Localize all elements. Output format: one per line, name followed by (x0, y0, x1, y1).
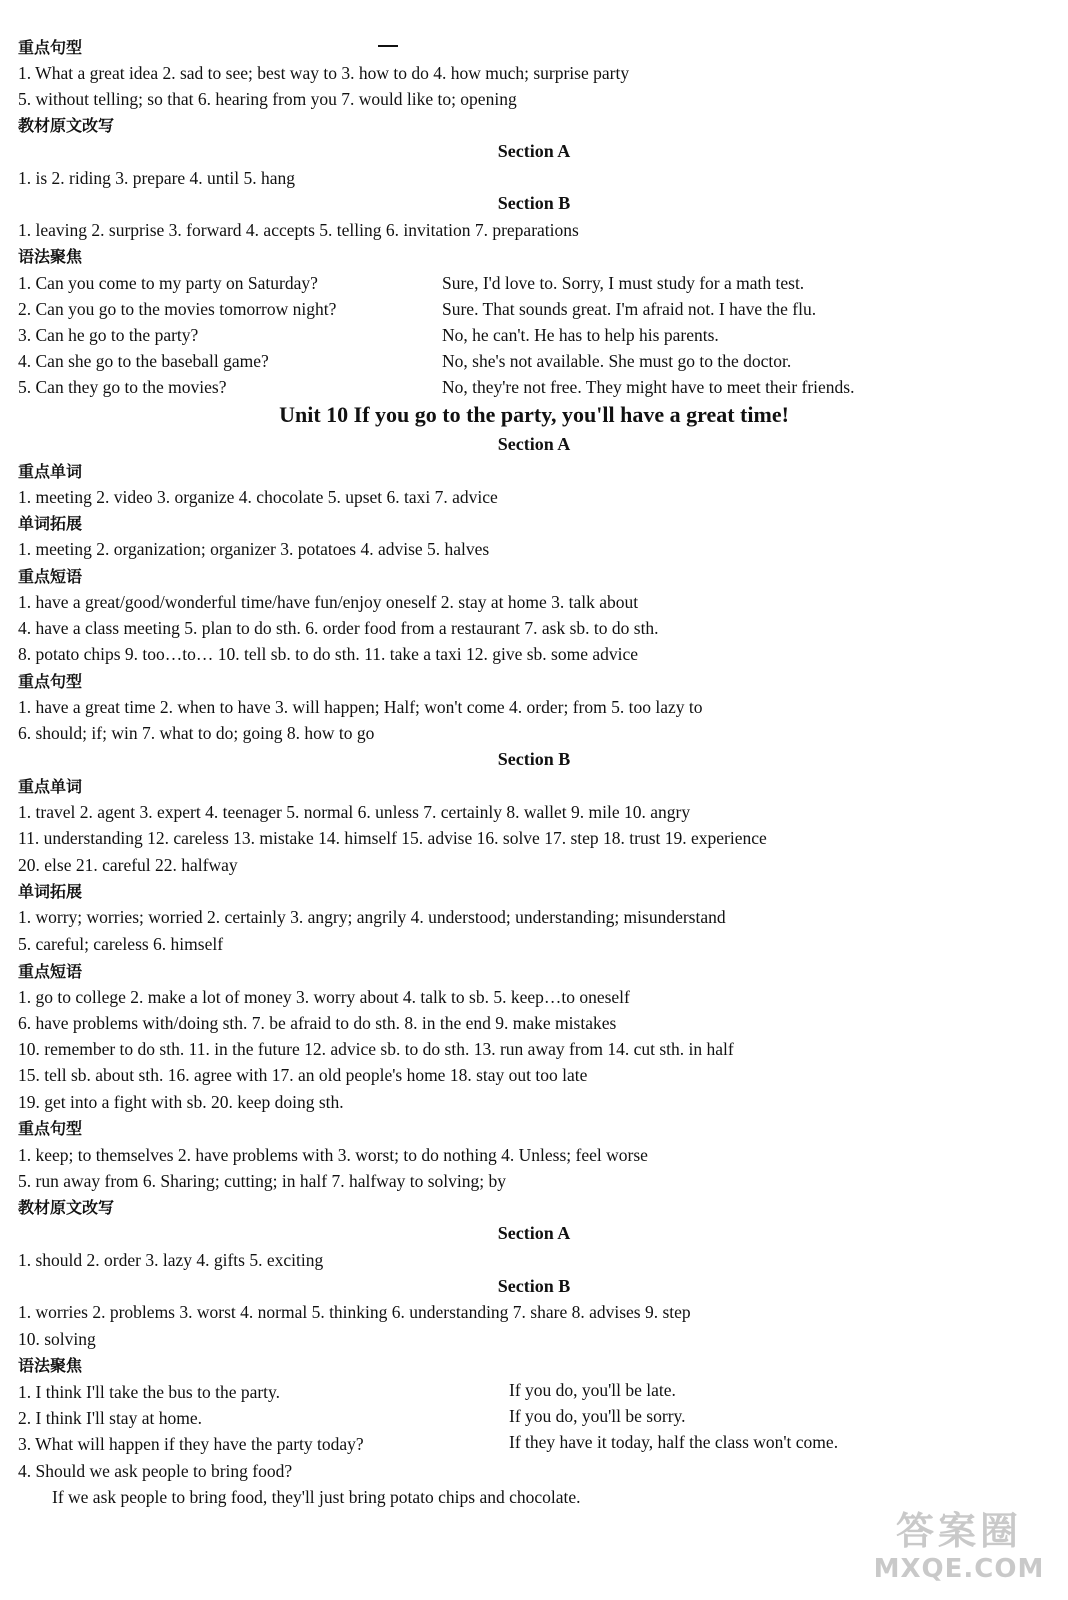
unit-title: Unit 10 If you go to the party, you'll have a great time! (279, 402, 789, 427)
section-a-label: Section A (497, 141, 571, 161)
grammar-question: 4. Can she go to the baseball game? (18, 351, 269, 371)
answer-line: 1. What a great idea 2. sad to see; best way to 3. how to do 4. how much; surprise party (18, 63, 630, 83)
grammar-question: 2. I think I'll stay at home. (18, 1408, 202, 1428)
heading-key-phrases: 重点短语 (18, 962, 83, 981)
heading-text-rewrite: 教材原文改写 (18, 116, 115, 135)
watermark-url: MXQE.COM (873, 1554, 1045, 1584)
grammar-question: 3. Can he go to the party? (18, 325, 199, 345)
heading-key-sentences: 重点句型 (18, 1119, 83, 1138)
grammar-answer: No, she's not available. She must go to the doctor. (442, 351, 792, 371)
answer-line: 1. is 2. riding 3. prepare 4. until 5. hang (18, 168, 296, 188)
answer-line: 8. potato chips 9. too…to… 10. tell sb. to do sth. 11. take a taxi 12. give sb. some advice (18, 644, 639, 664)
answer-line: 1. worries 2. problems 3. worst 4. normal 5. thinking 6. understanding 7. share 8. advises 9. step (18, 1302, 691, 1322)
answer-line: 10. remember to do sth. 11. in the future 12. advice sb. to do sth. 13. run away from 14. cut sth. in half (18, 1039, 734, 1059)
heading-key-words: 重点单词 (18, 777, 83, 796)
heading-key-phrases: 重点短语 (18, 567, 83, 586)
heading-grammar-focus: 语法聚焦 (18, 247, 83, 266)
grammar-answer: Sure, I'd love to. Sorry, I must study for a math test. (442, 273, 805, 293)
section-a-label: Section A (497, 434, 571, 454)
answer-line: 1. meeting 2. organization; organizer 3. potatoes 4. advise 5. halves (18, 539, 490, 559)
answer-line: 1. go to college 2. make a lot of money 3. worry about 4. talk to sb. 5. keep…to oneself (18, 987, 630, 1007)
section-a-label: Section A (497, 1223, 571, 1243)
answer-line: 1. have a great time 2. when to have 3. will happen; Half; won't come 4. order; from 5. too lazy to (18, 697, 703, 717)
grammar-answer: If you do, you'll be sorry. (509, 1406, 686, 1426)
answer-line: 5. run away from 6. Sharing; cutting; in half 7. halfway to solving; by (18, 1171, 506, 1191)
grammar-answer: If they have it today, half the class won't come. (509, 1432, 839, 1452)
grammar-question: 1. Can you come to my party on Saturday? (18, 273, 318, 293)
answer-line: 1. have a great/good/wonderful time/have fun/enjoy oneself 2. stay at home 3. talk about (18, 592, 639, 612)
answer-line: 15. tell sb. about sth. 16. agree with 17. an old people's home 18. stay out too late (18, 1065, 588, 1085)
watermark-logo: 答案圈 (895, 1509, 1022, 1553)
grammar-question: 5. Can they go to the movies? (18, 377, 227, 397)
top-dash (378, 45, 398, 47)
grammar-answer: If we ask people to bring food, they'll just bring potato chips and chocolate. (52, 1487, 581, 1507)
grammar-answer: No, he can't. He has to help his parents. (442, 325, 719, 345)
answer-line: 20. else 21. careful 22. halfway (18, 855, 238, 875)
answer-line: 6. should; if; win 7. what to do; going 8. how to go (18, 723, 375, 743)
grammar-question: 3. What will happen if they have the party today? (18, 1434, 364, 1454)
answer-line: 1. keep; to themselves 2. have problems with 3. worst; to do nothing 4. Unless; feel worse (18, 1145, 648, 1165)
answer-line: 1. travel 2. agent 3. expert 4. teenager 5. normal 6. unless 7. certainly 8. wallet 9. mile 10. angry (18, 802, 691, 822)
heading-word-expansion: 单词拓展 (18, 514, 83, 533)
answer-line: 11. understanding 12. careless 13. mistake 14. himself 15. advise 16. solve 17. step 18. trust 19. experience (18, 828, 767, 848)
watermark (868, 1508, 1050, 1590)
grammar-question: 1. I think I'll take the bus to the party. (18, 1382, 281, 1402)
heading-word-expansion: 单词拓展 (18, 882, 83, 901)
heading-grammar-focus: 语法聚焦 (18, 1356, 83, 1375)
answer-line: 10. solving (18, 1329, 96, 1349)
grammar-question: 4. Should we ask people to bring food? (18, 1461, 293, 1481)
answer-line: 1. should 2. order 3. lazy 4. gifts 5. exciting (18, 1250, 324, 1270)
answer-line: 5. without telling; so that 6. hearing from you 7. would like to; opening (18, 89, 517, 109)
heading-key-sentences: 重点句型 (18, 38, 83, 57)
section-b-label: Section B (497, 1276, 571, 1296)
grammar-answer: Sure. That sounds great. I'm afraid not. I have the flu. (442, 299, 817, 319)
answer-line: 1. meeting 2. video 3. organize 4. chocolate 5. upset 6. taxi 7. advice (18, 487, 498, 507)
answer-line: 6. have problems with/doing sth. 7. be afraid to do sth. 8. in the end 9. make mistakes (18, 1013, 617, 1033)
grammar-answer: No, they're not free. They might have to meet their friends. (442, 377, 855, 397)
heading-key-words: 重点单词 (18, 462, 83, 481)
answer-line: 19. get into a fight with sb. 20. keep doing sth. (18, 1092, 344, 1112)
answer-line: 1. leaving 2. surprise 3. forward 4. accepts 5. telling 6. invitation 7. preparations (18, 220, 579, 240)
heading-key-sentences: 重点句型 (18, 672, 83, 691)
grammar-answer: If you do, you'll be late. (509, 1380, 676, 1400)
answer-line: 1. worry; worries; worried 2. certainly 3. angry; angrily 4. understood; understanding; misunderstand (18, 907, 726, 927)
answer-line: 4. have a class meeting 5. plan to do sth. 6. order food from a restaurant 7. ask sb. to do sth. (18, 618, 659, 638)
section-b-label: Section B (497, 749, 571, 769)
grammar-question: 2. Can you go to the movies tomorrow night? (18, 299, 337, 319)
heading-text-rewrite: 教材原文改写 (18, 1198, 115, 1217)
section-b-label: Section B (497, 193, 571, 213)
answer-line: 5. careful; careless 6. himself (18, 934, 224, 954)
